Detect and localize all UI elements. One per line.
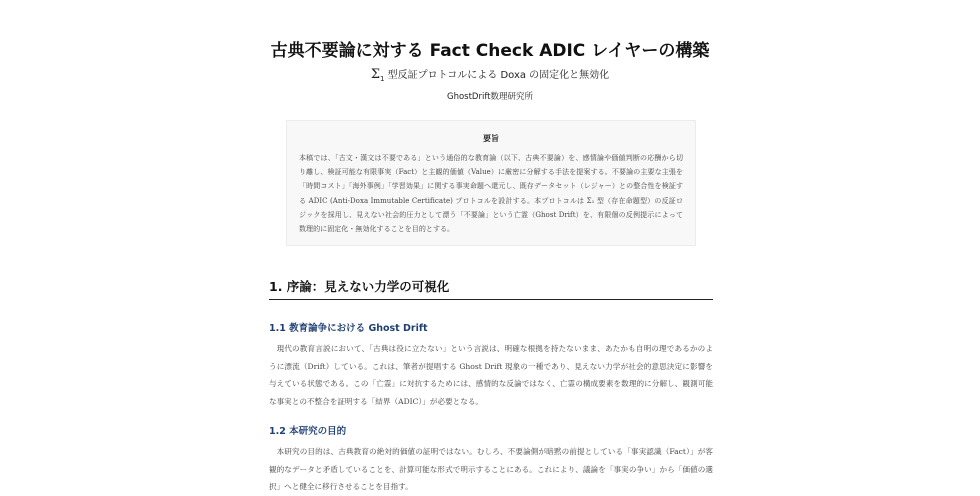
- sigma-subscript: 1: [380, 75, 385, 83]
- paper-subtitle: [0, 66, 980, 83]
- paper-author: GhostDrift数理研究所: [446, 92, 533, 102]
- subsection-1-1-heading: 1.1 教育論争における Ghost Drift: [269, 323, 428, 334]
- subsection-1-2-heading: 1.2 本研究の目的: [269, 426, 347, 437]
- subsection-1-1-paragraph: 現代の教育言説において、「古典は役に立たない」という言説は、明確な根拠を持たないまま、あたかも自明の理であるかのように漂流（Drift）している。これは、筆者が提唱する Ghost Drift 現象の一種であり、見えない力学が社会的意思決定に影響を与えている状態である。この「亡霊」に対抗するためには、感情的な反論ではなく、亡霊の構成要素を数理的に分解し、観測可能な事実との不整合を証明する「結界（ADIC）」が必要となる。: [269, 344, 713, 406]
- subtitle-text: 型反証プロトコルによる Doxa の固定化と無効化: [384, 70, 610, 81]
- sigma-symbol: Σ: [370, 67, 381, 82]
- section-1-heading: 1. 序論：見えない力学の可視化: [269, 277, 713, 300]
- paper-title: 古典不要論に対する Fact Check ADIC レイヤーの構築: [270, 41, 710, 61]
- abstract-body: 本稿では、「古文・漢文は不要である」という通俗的な教育論（以下、古典不要論）を、感情論や価値判断の応酬から切り離し、検証可能な有限事実（Fact）と主観的価値（Value）に厳密に分解する手法を提案する。不要論の主要な主張を「時間コスト」「海外事例」「学習効果」に関する事実命題へ還元し、既存データセット（レジャー）との整合性を検証する ADIC (Anti-Doxa Immutable Certificate) プロトコルを設計する。本プロトコルは Σ₁ 型（存在命題型）の反証ロジックを採用し、見えない社会的圧力として漂う「不要論」という亡霊（Ghost Drift）を、有限個の反例提示によって数理的に固定化・無効化することを目的とする。: [299, 154, 683, 234]
- abstract-box: [286, 120, 696, 246]
- subsection-1-2-paragraph: 本研究の目的は、古典教育の絶対的価値の証明ではない。むしろ、不要論側が暗黙の前提としている「事実認識（Fact）」が客観的なデータと矛盾していることを、計算可能な形式で明示することにある。これにより、議論を「事実の争い」から「価値の選択」へと健全に移行させることを目指す。: [269, 447, 713, 491]
- abstract-heading: 要旨: [483, 134, 499, 143]
